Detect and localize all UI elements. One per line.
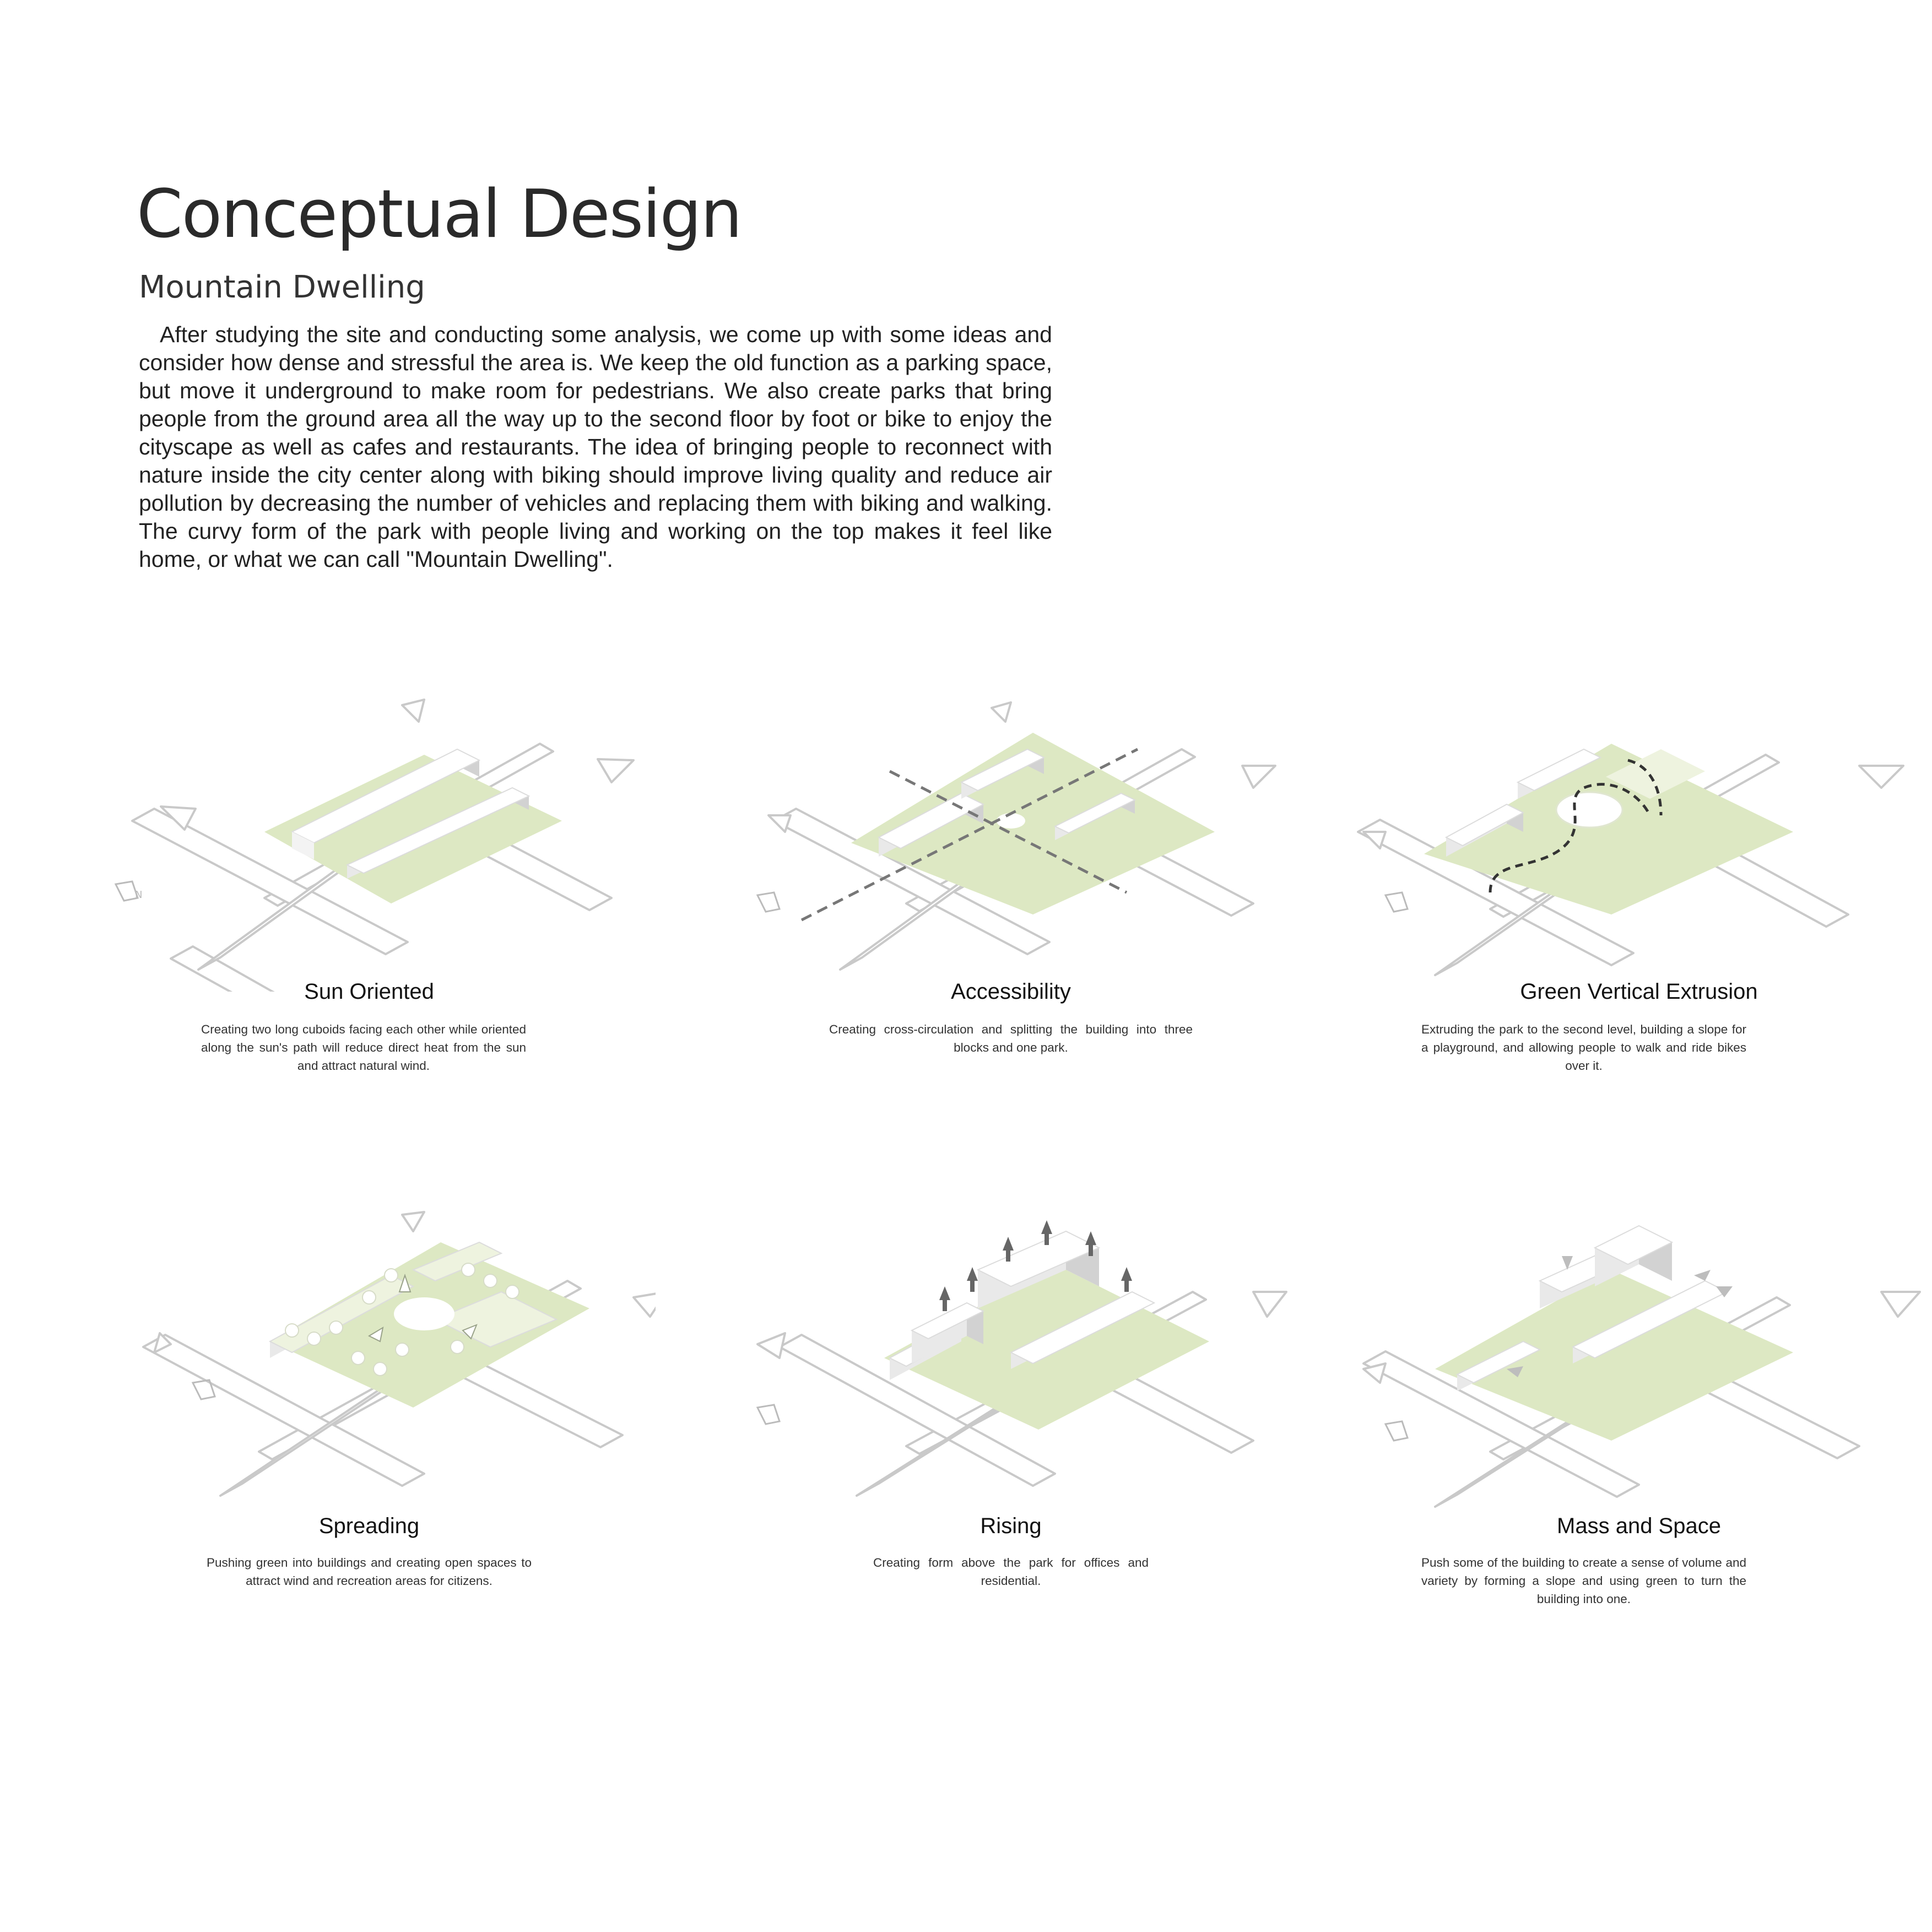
north-arrow-icon (757, 1405, 780, 1424)
diagram-mass-and-space (1352, 1209, 1925, 1518)
svg-text:N: N (135, 889, 143, 901)
panel-title: Accessibility (951, 979, 1071, 1004)
panel-title: Mass and Space (1557, 1514, 1721, 1538)
diagram-accessibility (724, 683, 1297, 992)
page-subtitle: Mountain Dwelling (139, 269, 425, 305)
panel-description: Push some of the building to create a sense of volume and variety by forming a slope and using green to turn the building into one. (1421, 1556, 1746, 1606)
diagram-spreading (83, 1209, 656, 1518)
diagram-sun-oriented (83, 683, 656, 992)
park-plaza (997, 813, 1025, 829)
panel-title: Sun Oriented (304, 979, 434, 1004)
panel-accessibility (724, 683, 1297, 1179)
panel-description: Creating cross-circulation and splitting the building into three blocks and one park. (829, 1022, 1193, 1054)
panel-green-vertical-extrusion (1352, 683, 1925, 1179)
panel-description: Creating form above the park for offices and residential. (873, 1556, 1149, 1588)
page-title: Conceptual Design (137, 176, 742, 253)
block-tower (1595, 1226, 1672, 1286)
panel-rising (724, 1209, 1297, 1705)
panel-title: Rising (980, 1514, 1042, 1538)
diagram-green-vertical-extrusion (1352, 683, 1925, 992)
panel-title: Spreading (318, 1514, 420, 1538)
intro-paragraph: After studying the site and conducting some analysis, we come up with some ideas and consider how dense and stressful the area is. We keep the old function as a parking space, but move it underground to make room for pedestrians. We also create parks that bring people from the ground area all the way up to the second floor by foot or bike to enjoy the cityscape as well as cafes and restaurants. The idea of bringing people to reconnect with nature inside the city center along with biking should improve living quality and reduce air pollution by decreasing the number of vehicles and replacing them with biking and walking. The curvy form of the park with people living and working on the top makes it feel like home, or what we can call "Mountain Dwelling". (139, 322, 1052, 572)
panel-description: Extruding the park to the second level, building a slope for a playground, and allowing people to walk and ride bikes over it. (1421, 1022, 1746, 1073)
north-arrow-icon (1386, 1421, 1408, 1441)
green-ramp (1556, 792, 1622, 827)
north-arrow-icon (757, 892, 780, 912)
diagram-rising (724, 1209, 1297, 1518)
panel-description: Creating two long cuboids facing each other while oriented along the sun's path will reduce direct heat from the sun and attract natural wind. (201, 1022, 526, 1073)
open-space (394, 1297, 454, 1330)
panel-spreading (83, 1209, 656, 1705)
panel-sun-oriented (83, 683, 656, 1179)
panel-mass-and-space (1352, 1209, 1925, 1705)
panel-description: Pushing green into buildings and creating open spaces to attract wind and recreation areas for citizens. (207, 1556, 532, 1588)
north-arrow-icon (116, 881, 142, 901)
panel-title: Green Vertical Extrusion (1520, 979, 1758, 1004)
north-arrow-icon (1386, 892, 1408, 912)
